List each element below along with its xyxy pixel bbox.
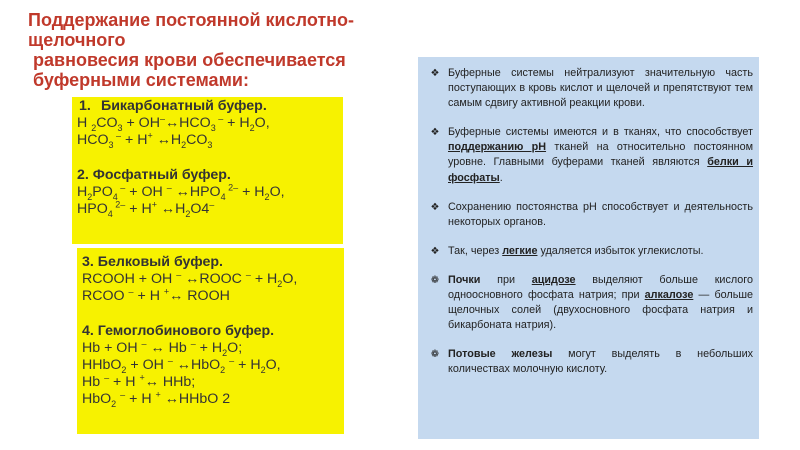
bicarbonate-header: 1. Бикарбонатный буфер.: [79, 98, 267, 114]
buffer-box-1: [72, 97, 343, 244]
equation-line: H $_2CO_3$ + $OH^-\leftrightarrow HCO_3$ $^- + H_2O$,: [77, 113, 270, 134]
title-line: Поддержание постоянной кислотно-: [28, 10, 355, 30]
equation-line: HHbO$_2$ + OH – ↔HbO$_2$ $^- + H_2O$,: [82, 355, 281, 375]
equation-line: $HPO_4$ $^{2-}$ + H+ $\leftrightarrow H_2O4^-$: [77, 199, 215, 219]
list-item: [422, 200, 753, 230]
phosphate-header: 2. Фосфатный буфер.: [77, 166, 231, 183]
diamond-bullet-icon: ❖: [430, 68, 440, 79]
title-line: буферными системами:: [28, 70, 249, 90]
equation-line: $HCO_3$ – + H+ $\leftrightarrow H_2CO_3$: [77, 130, 213, 151]
slide-title: [28, 10, 428, 90]
protein-header: 3. Белковый буфер.: [82, 254, 223, 270]
paragraph: Буферные системы нейтрализуют значительную часть поступающих в кровь кислот и щелочей и препятствуют тем самым сдвигу активной реакции крови.: [448, 67, 753, 110]
equation-line: Hb + OH – ↔ Hb $^- + H_2O$;: [82, 338, 243, 358]
flower-bullet-icon: ❁: [430, 349, 440, 361]
equation-line: HbO$_2$ – + H + ↔HHbO 2: [82, 389, 231, 410]
list-item: [422, 273, 753, 333]
title-line: щелочного: [28, 30, 126, 50]
equation-line: Hb – + H +↔ HHb;: [82, 372, 196, 391]
list-item: [422, 125, 753, 185]
hemoglobin-header: 4. Гемоглобинового буфер.: [82, 322, 275, 339]
flower-bullet-icon: ❁: [430, 274, 440, 286]
diamond-bullet-icon: ❖: [430, 127, 440, 139]
list-item: [422, 347, 753, 377]
equation-line: RCOO – + H +↔ ROOH: [82, 286, 230, 305]
title-line: равновесия крови обеспечивается: [28, 50, 346, 70]
equation-line: RCOOH + OH – ↔ROOC $^- + H_2O$,: [82, 269, 298, 290]
paragraph: Буферные системы имеются и в тканях, что способствует поддержанию рН тканей на относительно постоянном уровне. Главными буферами тканей являются белки и фосфаты.: [448, 126, 754, 184]
paragraph: Почки при ацидозе выделяют больше кислого одноосновного фосфата натрия; при алкалозе — больше щелочных солей (двухосновного фосфата натрия и бикарбоната натрия).: [448, 273, 753, 332]
diamond-bullet-icon: ❖: [430, 245, 440, 257]
list-item: [422, 244, 753, 259]
diamond-bullet-icon: ❖: [430, 201, 440, 213]
equation-line: $H_2PO_4$ – + OH – $\leftrightarrow HPO_4$ $^{2-} + H_2O$,: [77, 182, 285, 202]
paragraph: Сохранению постоянства рН способствует и деятельность некоторых органов.: [448, 200, 753, 228]
paragraph: Так, через легкие удаляется избыток углекислоты.: [448, 244, 704, 257]
info-panel: [418, 57, 759, 439]
buffer-box-2: [77, 248, 344, 434]
list-item: [422, 66, 753, 111]
paragraph: Потовые железы могут выделять в небольших количествах молочную кислоту.: [448, 348, 753, 376]
